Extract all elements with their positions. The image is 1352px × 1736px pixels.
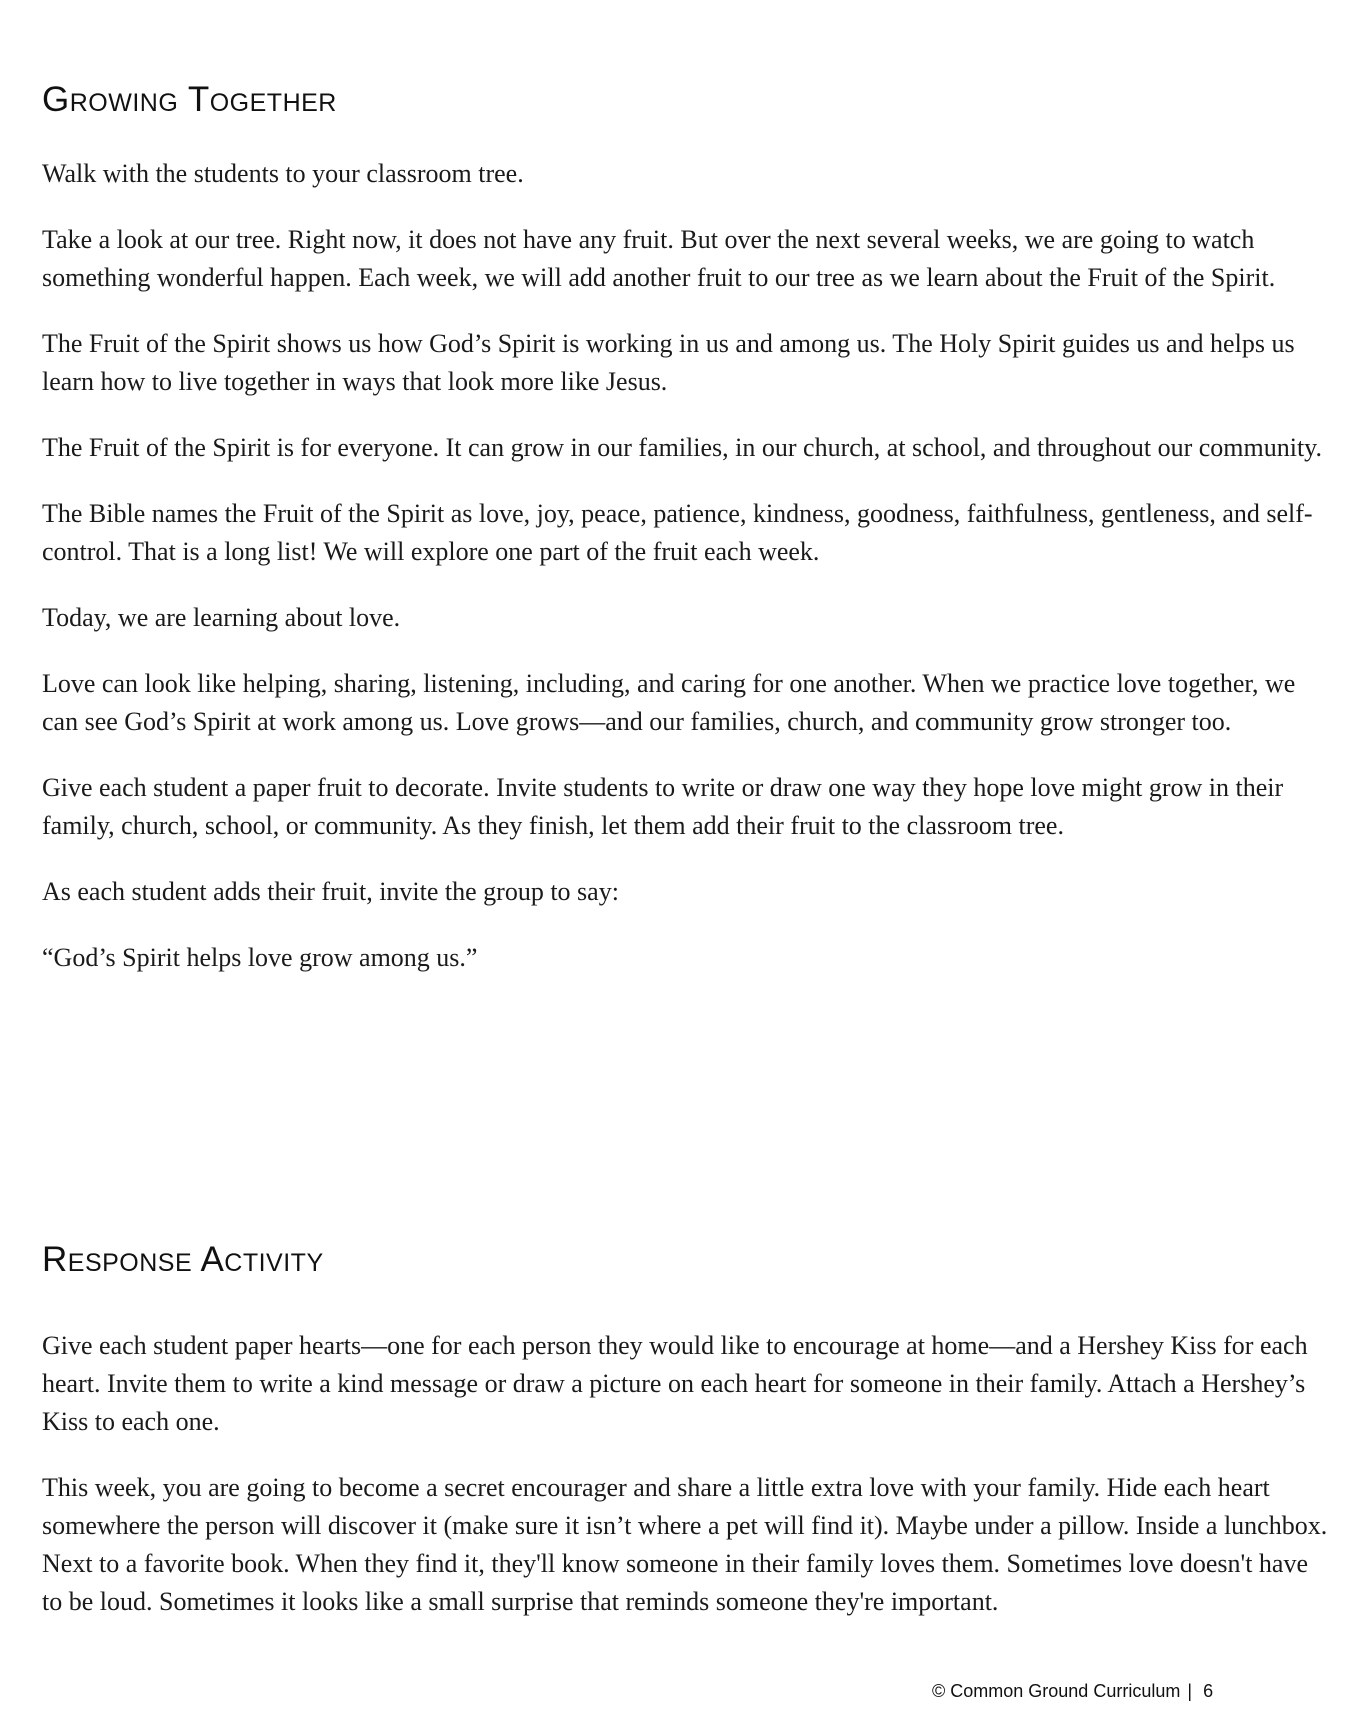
paragraph: The Bible names the Fruit of the Spirit as love, joy, peace, patience, kindness, goodness, faithfulness, gentleness, and self-control. That is a long list! We will explore one part of the fruit each week. <box>42 499 1313 566</box>
response-activity-body <box>42 1327 1332 1649</box>
footer-separator: | <box>1187 1681 1193 1701</box>
page-footer <box>932 1681 1213 1702</box>
section-heading-growing-together: Growing Together <box>42 80 337 119</box>
paragraph: Take a look at our tree. Right now, it does not have any fruit. But over the next several weeks, we are going to watch something wonderful happen. Each week, we will add another fruit to our tree as we learn about the Fruit of the Spirit. <box>42 225 1276 292</box>
section-heading-response-activity: Response Activity <box>42 1240 324 1279</box>
paragraph: Love can look like helping, sharing, listening, including, and caring for one another. When we practice love together, we can see God’s Spirit at work among us. Love grows—and our families, church, and community grow stronger too. <box>42 669 1296 736</box>
paragraph: Today, we are learning about love. <box>42 603 401 632</box>
copyright-text: © Common Ground Curriculum <box>932 1681 1181 1701</box>
growing-together-body <box>42 155 1332 1005</box>
paragraph: Give each student a paper fruit to decorate. Invite students to write or draw one way they hope love might grow in their family, church, school, or community. As they finish, let them add their fruit to the classroom tree. <box>42 773 1284 840</box>
paragraph: The Fruit of the Spirit shows us how God’s Spirit is working in us and among us. The Holy Spirit guides us and helps us learn how to live together in ways that look more like Jesus. <box>42 329 1295 396</box>
paragraph: The Fruit of the Spirit is for everyone. It can grow in our families, in our church, at school, and throughout our community. <box>42 433 1322 462</box>
quoted-response: “God’s Spirit helps love grow among us.” <box>42 943 478 972</box>
paragraph: Walk with the students to your classroom tree. <box>42 159 524 188</box>
page-number: 6 <box>1203 1681 1214 1701</box>
paragraph: As each student adds their fruit, invite the group to say: <box>42 877 619 906</box>
paragraph: Give each student paper hearts—one for each person they would like to encourage at home—and a Hershey Kiss for each heart. Invite them to write a kind message or draw a picture on each heart for someone in their family. Attach a Hershey’s Kiss to each one. <box>42 1331 1308 1436</box>
paragraph: This week, you are going to become a secret encourager and share a little extra love with your family. Hide each heart somewhere the person will discover it (make sure it isn’t where a pet will find it). Maybe under a pillow. Inside a lunchbox. Next to a favorite book. When they find it, they'll know someone in their family loves them. Sometimes love doesn't have to be loud. Sometimes it looks like a small surprise that reminds someone they're important. <box>42 1473 1328 1616</box>
